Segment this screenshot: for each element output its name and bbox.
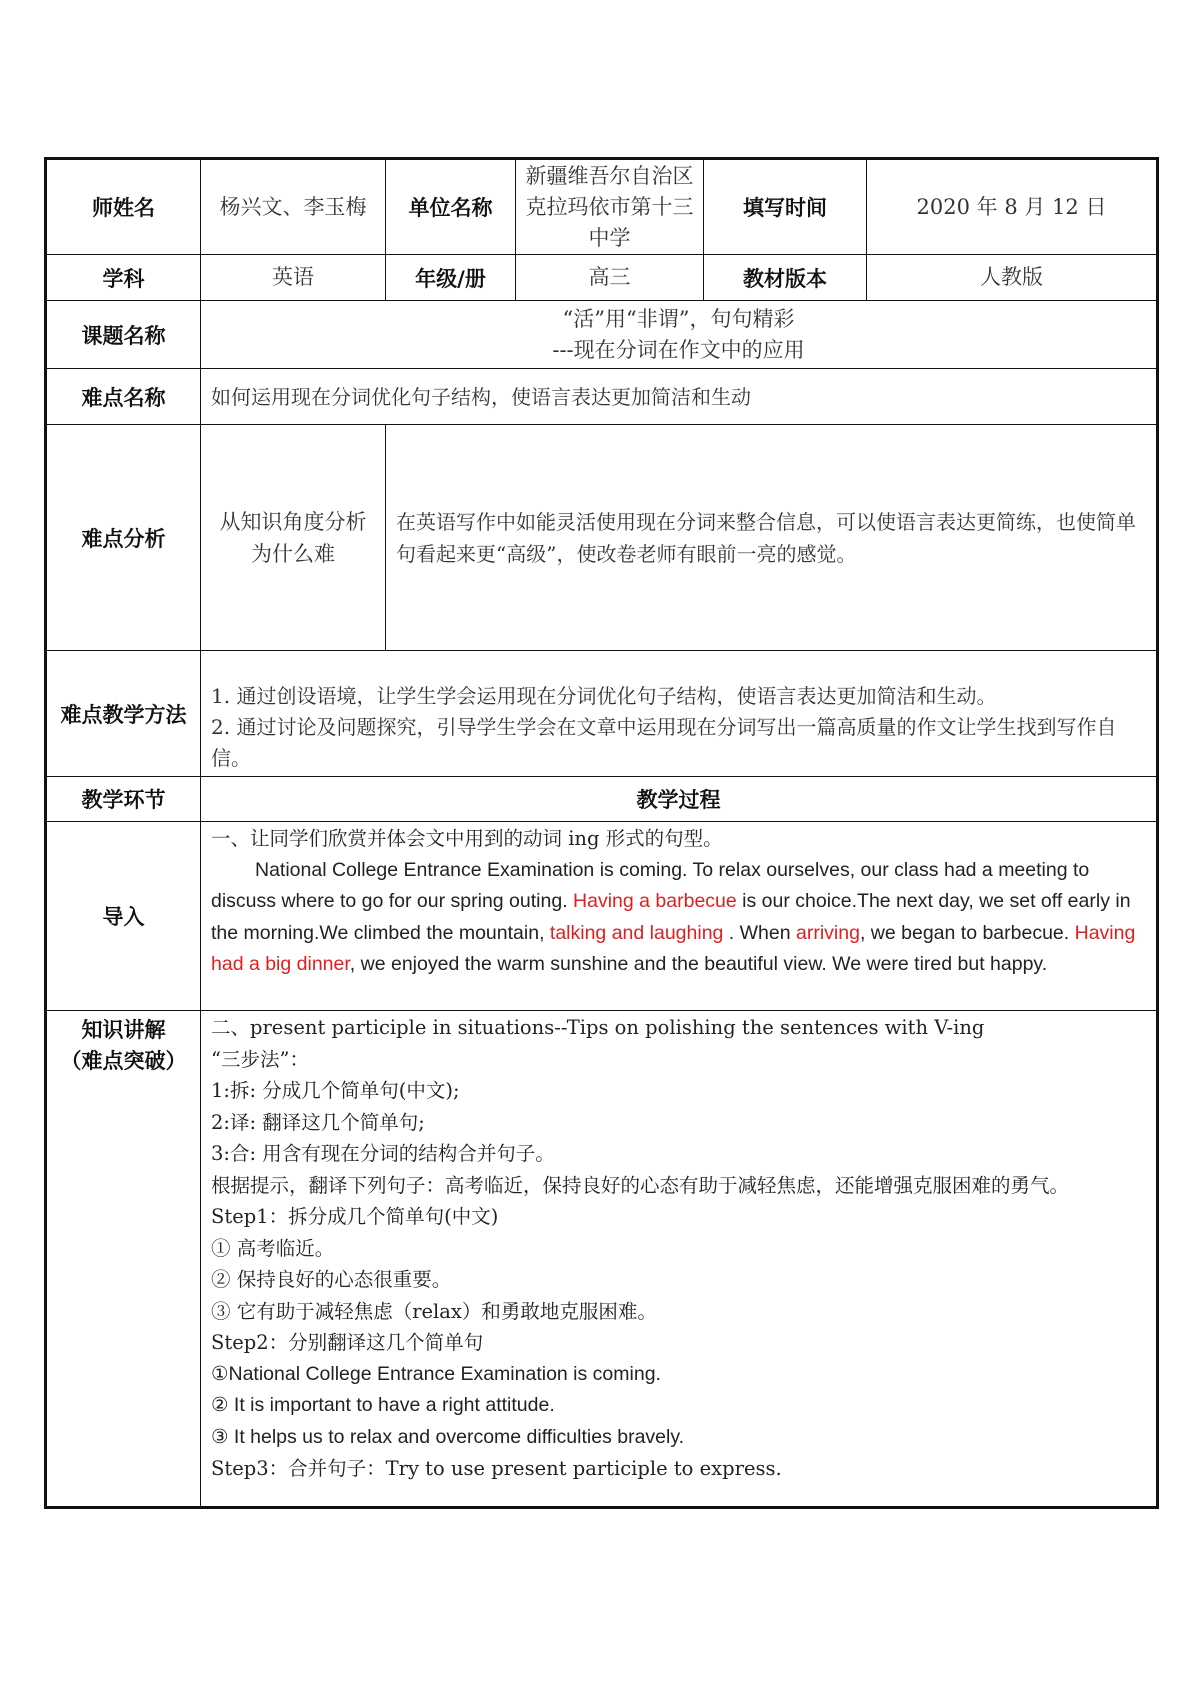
date-label: 填写时间 [704,159,867,255]
knowledge-sublabel: （难点突破） [60,1049,187,1073]
difficulty-value: 如何运用现在分词优化句子结构，使语言表达更加简洁和生动 [201,369,1158,425]
method-item-1: 1. 通过创设语境，让学生学会运用现在分词优化句子结构，使语言表达更加简洁和生动。 [211,684,997,708]
knowledge-label-cell [46,1011,201,1508]
knowledge-row [46,1011,1158,1508]
process-stage-header: 教学环节 [46,777,201,822]
teacher-label: 师姓名 [46,159,201,255]
topic-row [46,301,1158,369]
process-header: 教学过程 [201,777,1158,822]
step-rule-2: 2:译: 翻译这几个简单句; [211,1110,425,1134]
teacher-value: 杨兴文、李玉梅 [201,159,386,255]
analysis-value: 在英语写作中如能灵活使用现在分词来整合信息，可以使语言表达更简练，也使简单句看起来更“高级”，使改卷老师有眼前一亮的感觉。 [386,425,1158,651]
step1-item-3: ③ 它有助于减轻焦虑（relax）和勇敢地克服困难。 [211,1299,657,1323]
passage-highlight-3: arriving [796,921,860,944]
step3-title: Step3：合并句子：Try to use present participle to express. [211,1457,782,1480]
intro-content [201,822,1158,1011]
date-value: 2020 年 8 月 12 日 [867,159,1158,255]
subject-label: 学科 [46,255,201,301]
step1-item-1: ① 高考临近。 [211,1236,335,1260]
intro-row [46,822,1158,1011]
translation-task: 根据提示，翻译下列句子：高考临近，保持良好的心态有助于减轻焦虑，还能增强克服困难的勇气。 [211,1173,1070,1197]
analysis-row [46,425,1158,651]
process-header-row [46,777,1158,822]
knowledge-label: 知识讲解 [81,1018,166,1042]
lesson-plan-table [44,157,1159,1509]
unit-value: 新疆维吾尔自治区克拉玛依市第十三中学 [516,159,704,255]
passage-text-3: . When [723,921,797,944]
passage-text-1: National College Entrance Examination is coming. To relax ourselves, our class had a meeting to discuss where to go for our spring outing. [211,858,1090,912]
method-value [201,651,1158,777]
passage-text-5: , we enjoyed the warm sunshine and the beautiful view. We were tired but happy. [349,953,1048,975]
topic-subtitle: ---现在分词在作文中的应用 [552,337,805,362]
analysis-sub-label: 从知识角度分析为什么难 [201,425,386,651]
method-item-2: 2. 通过讨论及问题探究，引导学生学会在文章中运用现在分词写出一篇高质量的作文让学生找到写作自信。 [211,715,1117,770]
passage-highlight-2: talking and laughing [549,921,724,944]
intro-passage [201,855,1156,981]
step2-title: Step2：分别翻译这几个简单句 [211,1331,484,1354]
passage-highlight-1: Having a barbecue [573,890,737,912]
step-rule-1: 1:拆: 分成几个简单句(中文); [211,1079,460,1102]
intro-label: 导入 [46,822,201,1011]
edition-value: 人教版 [867,255,1158,301]
knowledge-heading: 二、present participle in situations--Tips on polishing the sentences with V-ing [211,1016,985,1039]
three-step-title: “三步法”： [211,1047,309,1071]
subject-value: 英语 [201,255,386,301]
passage-highlight-4: Having had a big dinner [211,921,1136,975]
passage-text-4: , we began to barbecue. [859,921,1075,944]
step1-item-2: ② 保持良好的心态很重要。 [211,1268,452,1291]
topic-label: 课题名称 [46,301,201,369]
knowledge-content [201,1011,1158,1508]
topic-value [201,301,1158,369]
step2-item-2: ② It is important to have a right attitude. [211,1394,555,1416]
step2-item-1: ①National College Entrance Examination is coming. [211,1362,661,1385]
intro-heading: 一、让同学们欣赏并体会文中用到的动词 ing 形式的句型。 [211,827,723,850]
info-row-1 [46,159,1158,255]
grade-value: 高三 [516,255,704,301]
step2-item-3: ③ It helps us to relax and overcome difficulties bravely. [211,1425,685,1448]
method-label: 难点教学方法 [46,651,201,777]
step1-title: Step1：拆分成几个简单句(中文) [211,1205,499,1228]
difficulty-row [46,369,1158,425]
step-rule-3: 3:合: 用含有现在分词的结构合并句子。 [211,1142,555,1165]
passage-text-2: is our choice.The next day, we set off early in the morning.We climbed the mountain, [211,890,1131,944]
grade-label: 年级/册 [386,255,516,301]
info-row-2 [46,255,1158,301]
edition-label: 教材版本 [704,255,867,301]
difficulty-label: 难点名称 [46,369,201,425]
analysis-label: 难点分析 [46,425,201,651]
method-row [46,651,1158,777]
unit-label: 单位名称 [386,159,516,255]
topic-title: “活”用“非谓”，句句精彩 [562,306,795,331]
